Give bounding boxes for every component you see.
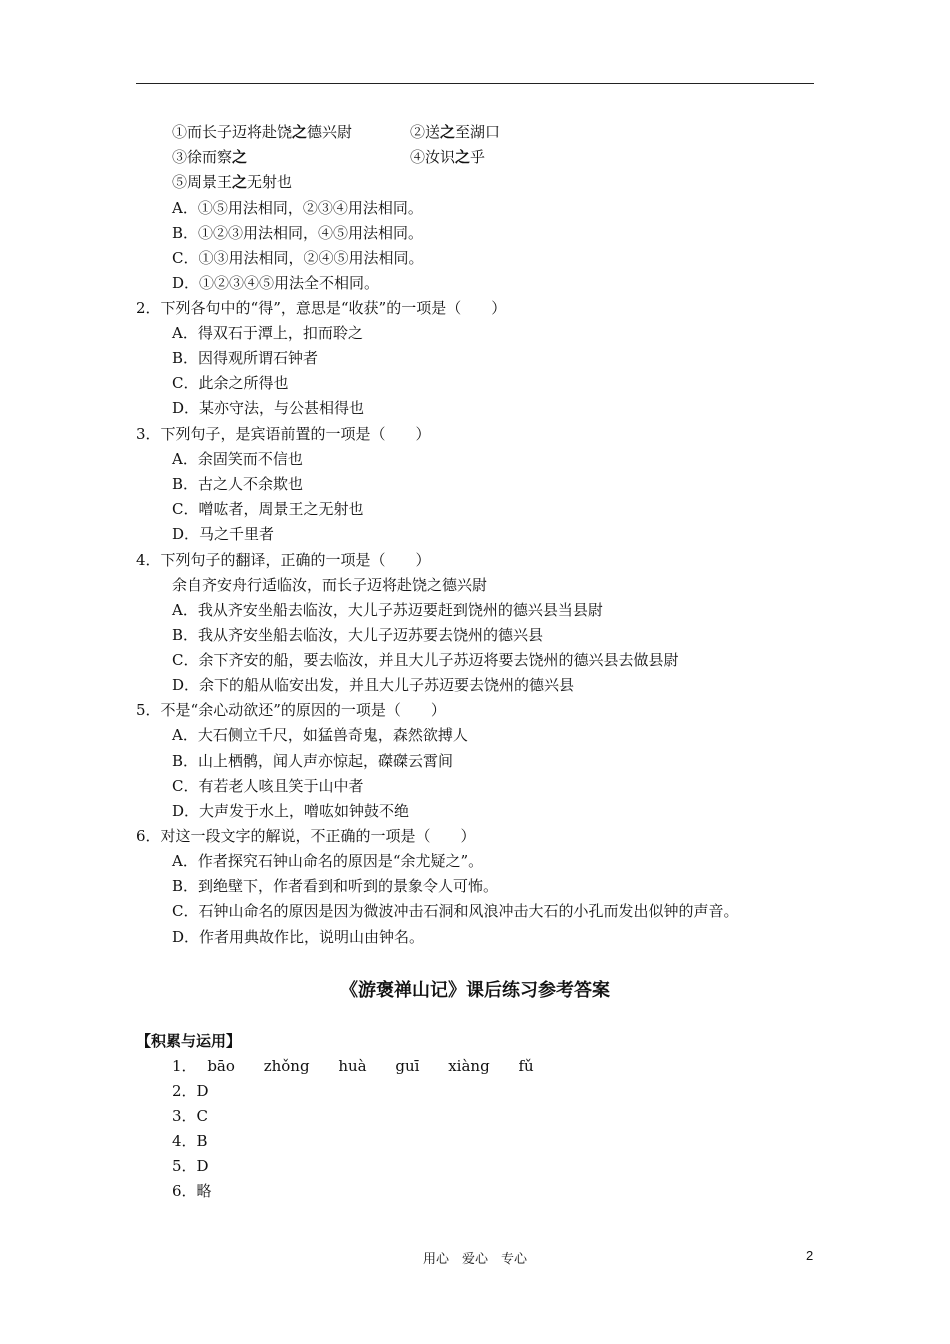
answers-title: 《游褒禅山记》课后练习参考答案: [340, 980, 610, 1001]
q4-option-d: D．余下的船从临安出发，并且大儿子苏迈要去饶州的德兴县: [172, 676, 575, 694]
header-rule: [136, 83, 814, 84]
q5-stem: 5．不是“余心动欲还”的原因的一项是（ ）: [136, 701, 446, 719]
q5-option-b: B．山上栖鹘，闻人声亦惊起，磔磔云霄间: [172, 752, 454, 770]
answer-1-label: 1．: [172, 1057, 197, 1075]
answer-1-pinyin: [172, 1056, 558, 1076]
q3-stem: 3．下列句子，是宾语前置的一项是（ ）: [136, 425, 431, 443]
q1-item-3: ③徐而察之: [172, 148, 248, 166]
pinyin-item: zhǒng: [263, 1057, 310, 1075]
q2-stem: 2．下列各句中的“得”，意思是“收获”的一项是（ ）: [136, 299, 507, 317]
q3-option-d: D．马之千里者: [172, 525, 275, 543]
page-footer: 用心 爱心 专心: [422, 1252, 527, 1267]
q4-option-c: C．余下齐安的船，要去临汝，并且大儿子苏迈将要去饶州的德兴县去做县尉: [172, 651, 679, 669]
q6-option-a: A．作者探究石钟山命名的原因是“余尤疑之”。: [172, 852, 484, 870]
q4-stem: 4．下列句子的翻译，正确的一项是（ ）: [136, 551, 431, 569]
q2-option-c: C．此余之所得也: [172, 374, 289, 392]
q1-item-5: ⑤周景王之无射也: [172, 173, 293, 191]
pinyin-item: bāo: [207, 1057, 235, 1075]
q4-option-a: A．我从齐安坐船去临汝，大儿子苏迈要赶到饶州的德兴县当县尉: [172, 601, 603, 619]
q6-option-d: D．作者用典故作比，说明山由钟名。: [172, 928, 425, 946]
q5-option-d: D．大声发于水上，噌吰如钟鼓不绝: [172, 802, 410, 820]
q1-option-d: D．①②③④⑤用法全不相同。: [172, 274, 380, 292]
q1-item-1: ①而长子迈将赴饶之德兴尉: [172, 123, 353, 141]
q2-option-a: A．得双石于潭上，扣而聆之: [172, 324, 363, 342]
q3-option-c: C．噌吰者，周景王之无射也: [172, 500, 364, 518]
q6-stem: 6．对这一段文字的解说，不正确的一项是（ ）: [136, 827, 476, 845]
q6-option-b: B．到绝壁下，作者看到和听到的景象令人可怖。: [172, 877, 499, 895]
pinyin-item: huà: [338, 1057, 367, 1075]
q2-option-d: D．某亦守法，与公甚相得也: [172, 399, 365, 417]
q1-option-b: B．①②③用法相同，④⑤用法相同。: [172, 224, 424, 242]
q1-item-4: ④汝识之乎: [410, 148, 486, 166]
answer-4: 4．B: [172, 1132, 208, 1150]
answer-3: 3．C: [172, 1107, 209, 1125]
pinyin-item: xiàng: [448, 1057, 490, 1075]
q1-item-2: ②送之至湖口: [410, 123, 501, 141]
q1-option-c: C．①③用法相同，②④⑤用法相同。: [172, 249, 424, 267]
q5-option-c: C．有若老人咳且笑于山中者: [172, 777, 364, 795]
q6-option-c: C．石钟山命名的原因是因为微波冲击石洞和风浪冲击大石的小孔而发出似钟的声音。: [172, 902, 739, 920]
q4-sentence: 余自齐安舟行适临汝，而长子迈将赴饶之德兴尉: [172, 576, 488, 594]
q1-option-a: A．①⑤用法相同，②③④用法相同。: [172, 199, 423, 217]
q2-option-b: B．因得观所谓石钟者: [172, 349, 319, 367]
page-number: 2: [806, 1248, 814, 1263]
q5-option-a: A．大石侧立千尺，如猛兽奇鬼，森然欲搏人: [172, 726, 468, 744]
section-heading: 【积累与运用】: [136, 1032, 242, 1050]
answer-6: 6．略: [172, 1182, 212, 1200]
pinyin-item: guī: [395, 1057, 420, 1075]
answer-5: 5．D: [172, 1157, 209, 1175]
answer-2: 2．D: [172, 1082, 209, 1100]
q3-option-b: B．古之人不余欺也: [172, 475, 304, 493]
q3-option-a: A．余固笑而不信也: [172, 450, 303, 468]
q4-option-b: B．我从齐安坐船去临汝，大儿子迈苏要去饶州的德兴县: [172, 626, 544, 644]
pinyin-item: fǔ: [518, 1057, 534, 1075]
